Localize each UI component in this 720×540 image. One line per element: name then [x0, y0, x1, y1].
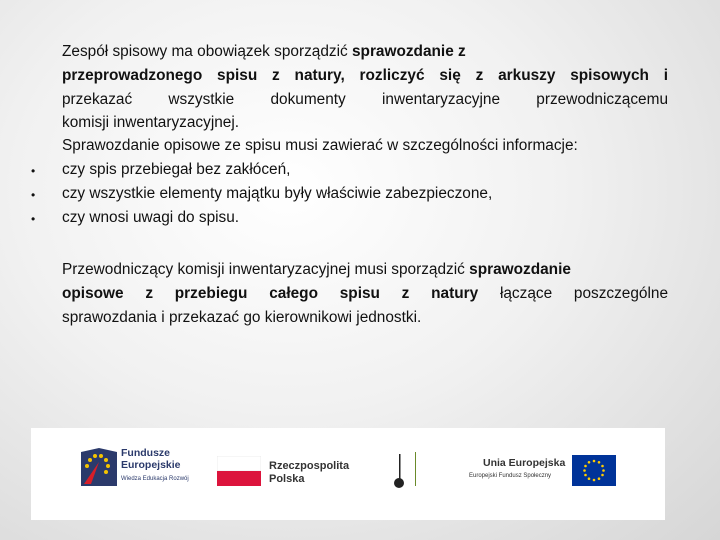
bullet-marker: •	[31, 212, 36, 226]
fe-title: Fundusze Europejskie	[121, 447, 181, 471]
ue-subtitle: Europejski Fundusz Społeczny	[469, 473, 552, 479]
funding-logo-bar	[31, 428, 665, 520]
p1-line4: komisji inwentaryzacyjnej.	[62, 114, 240, 131]
p1-line1: Zespół spisowy ma obowiązek sporządzić sprawozdanie z	[62, 43, 466, 60]
regional-logo-icon	[393, 450, 423, 490]
p2-line1: Przewodniczący komisji inwentaryzacyjnej musi sporządzić sprawozdanie	[62, 261, 571, 278]
bullet-marker: •	[31, 188, 36, 202]
p2-line2: opisowe z przebiegu całego spisu z natury łączące poszczególne	[62, 285, 669, 302]
polish-flag-icon	[217, 456, 261, 486]
fe-subtitle: Wiedza Edukacja Rozwój	[121, 476, 189, 482]
bullet-item: czy spis przebiegał bez zakłóceń,	[62, 161, 291, 178]
p2-line3: sprawozdania i przekazać go kierownikowi jednostki.	[62, 309, 422, 326]
ue-title: Unia Europejska	[483, 457, 566, 469]
p1-line3: przekazać wszystkie dokumenty inwentaryzacyjne przewodniczącemu	[62, 91, 668, 108]
rp-title: Rzeczpospolita Polska	[269, 460, 350, 485]
bullet-marker: •	[31, 164, 36, 178]
bullet-item: czy wszystkie elementy majątku były właściwie zabezpieczone,	[62, 185, 493, 202]
bullet-item: czy wnosi uwagi do spisu.	[62, 209, 240, 226]
p1-line5: Sprawozdanie opisowe ze spisu musi zawierać w szczególności informacje:	[62, 137, 578, 154]
eu-flag-icon	[572, 455, 616, 486]
fundusze-europejskie-logo-icon	[81, 448, 117, 486]
p1-line2: przeprowadzonego spisu z natury, rozliczyć się z arkuszy spisowych i	[62, 67, 668, 84]
